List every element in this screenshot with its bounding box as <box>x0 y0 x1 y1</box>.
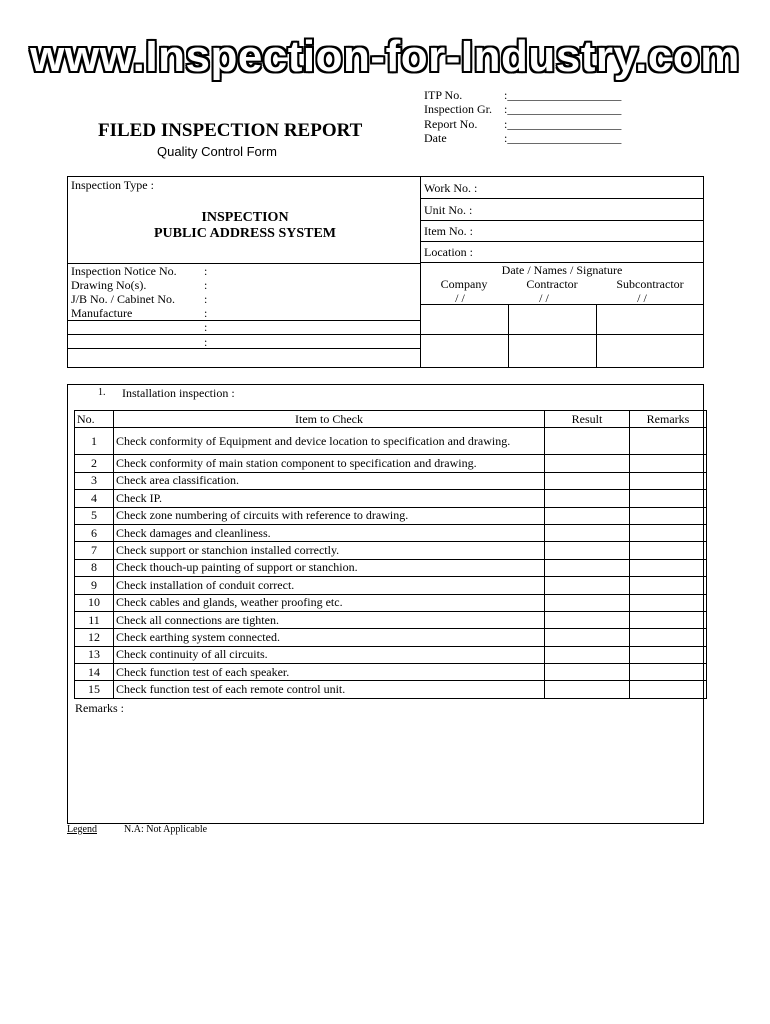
row-item: Check IP. <box>114 490 545 507</box>
meta-label: Report No. <box>424 116 478 131</box>
meta-itp-row <box>424 88 621 102</box>
inspection-subject: PUBLIC ADDRESS SYSTEM <box>153 226 337 241</box>
site-watermark: www.Inspection-for-Industry.com <box>30 32 740 81</box>
row-result-cell[interactable] <box>545 646 630 663</box>
checklist-row <box>75 681 707 698</box>
meta-label: Date <box>424 130 447 145</box>
row-remarks-cell[interactable] <box>630 594 707 611</box>
meta-label: ITP No. <box>424 88 463 102</box>
jb-no-field[interactable]: : <box>204 292 208 306</box>
row-item: Check area classification. <box>114 472 545 489</box>
manufacture-field[interactable]: : <box>204 306 208 320</box>
row-result-cell[interactable] <box>545 629 630 646</box>
row-remarks-cell[interactable] <box>630 428 707 455</box>
row-result-cell[interactable] <box>545 542 630 559</box>
row-no: 5 <box>75 507 114 524</box>
date-field[interactable]: :___________________ <box>504 130 622 145</box>
checklist-row <box>75 559 707 576</box>
row-no: 14 <box>75 664 114 681</box>
row-result-cell[interactable] <box>545 428 630 455</box>
row-result-cell[interactable] <box>545 507 630 524</box>
col-remarks-header: Remarks <box>630 411 707 428</box>
checklist-row <box>75 455 707 472</box>
jb-no-label: J/B No. / Cabinet No. <box>71 292 175 306</box>
col-item-header: Item to Check <box>114 411 545 428</box>
unit-no-field[interactable]: Unit No. : <box>424 203 473 217</box>
divider <box>67 348 420 349</box>
row-item: Check zone numbering of circuits with reference to drawing. <box>114 507 545 524</box>
checklist-table <box>74 410 707 699</box>
row-no: 10 <box>75 594 114 611</box>
row-result-cell[interactable] <box>545 594 630 611</box>
page-title: FILED INSPECTION REPORT <box>98 120 363 141</box>
checklist-row <box>75 629 707 646</box>
row-item: Check thouch-up painting of support or stanchion. <box>114 559 545 576</box>
checklist-row <box>75 611 707 628</box>
row-item: Check support or stanchion installed correctly. <box>114 542 545 559</box>
meta-gr-row <box>424 102 621 116</box>
itp-no-field[interactable]: :___________________ <box>504 88 622 102</box>
subcontractor-date-field[interactable]: / / <box>637 291 647 305</box>
row-item: Check cables and glands, weather proofing etc. <box>114 594 545 611</box>
notice-no-field[interactable]: : <box>204 264 208 278</box>
row-item: Check earthing system connected. <box>114 629 545 646</box>
row-no: 3 <box>75 472 114 489</box>
row-remarks-cell[interactable] <box>630 664 707 681</box>
row-item: Check conformity of Equipment and device location to specification and drawing. <box>114 428 545 455</box>
divider <box>596 304 597 368</box>
meta-date-row <box>424 131 621 145</box>
row-remarks-cell[interactable] <box>630 490 707 507</box>
row-no: 13 <box>75 646 114 663</box>
row-no: 1 <box>75 428 114 455</box>
inspection-heading: INSPECTION <box>201 210 289 225</box>
row-no: 2 <box>75 455 114 472</box>
row-no: 15 <box>75 681 114 698</box>
checklist-row <box>75 646 707 663</box>
checklist-row <box>75 428 707 455</box>
section-title: Installation inspection : <box>122 386 235 400</box>
row-remarks-cell[interactable] <box>630 455 707 472</box>
row-no: 4 <box>75 490 114 507</box>
company-date-field[interactable]: / / <box>455 291 465 305</box>
row-remarks-cell[interactable] <box>630 542 707 559</box>
contractor-label: Contractor <box>526 277 578 291</box>
location-field[interactable]: Location : <box>424 245 473 259</box>
subcontractor-label: Subcontractor <box>616 277 684 291</box>
row-result-cell[interactable] <box>545 490 630 507</box>
legend-label: Legend <box>67 824 97 835</box>
col-result-header: Result <box>545 411 630 428</box>
checklist-row <box>75 490 707 507</box>
notice-no-label: Inspection Notice No. <box>71 264 177 278</box>
col-no-header: No. <box>75 411 114 428</box>
row-result-cell[interactable] <box>545 559 630 576</box>
row-item: Check function test of each remote control unit. <box>114 681 545 698</box>
row-remarks-cell[interactable] <box>630 611 707 628</box>
checklist-row <box>75 472 707 489</box>
row-item: Check function test of each speaker. <box>114 664 545 681</box>
inspection-type-label: Inspection Type : <box>71 178 154 192</box>
checklist-row <box>75 664 707 681</box>
checklist-row <box>75 577 707 594</box>
row-result-cell[interactable] <box>545 524 630 541</box>
manufacture-label: Manufacture <box>71 306 133 320</box>
divider <box>420 220 704 221</box>
row-remarks-cell[interactable] <box>630 681 707 698</box>
company-label: Company <box>440 277 488 291</box>
divider <box>420 241 704 242</box>
row-remarks-cell[interactable] <box>630 629 707 646</box>
row-remarks-cell[interactable] <box>630 577 707 594</box>
row-no: 9 <box>75 577 114 594</box>
row-result-cell[interactable] <box>545 681 630 698</box>
row-remarks-cell[interactable] <box>630 559 707 576</box>
contractor-date-field[interactable]: / / <box>539 291 549 305</box>
remarks-area[interactable] <box>70 716 700 820</box>
meta-report-row <box>424 117 621 131</box>
checklist-row <box>75 507 707 524</box>
row-remarks-cell[interactable] <box>630 646 707 663</box>
divider <box>420 334 704 335</box>
row-remarks-cell[interactable] <box>630 507 707 524</box>
inspection-gr-field[interactable]: :___________________ <box>504 102 622 117</box>
extra-field[interactable]: : <box>204 335 208 349</box>
row-item: Check conformity of main station component to specification and drawing. <box>114 455 545 472</box>
checklist-row <box>75 524 707 541</box>
row-no: 11 <box>75 611 114 628</box>
row-item: Check all connections are tighten. <box>114 611 545 628</box>
extra-field[interactable]: : <box>204 320 208 334</box>
section-number: 1. <box>98 387 106 398</box>
row-result-cell[interactable] <box>545 577 630 594</box>
report-meta <box>424 88 621 145</box>
checklist-row <box>75 542 707 559</box>
row-no: 8 <box>75 559 114 576</box>
drawing-no-field[interactable]: : <box>204 278 208 292</box>
date-names-signature-label: Date / Names / Signature <box>501 263 623 277</box>
row-item: Check installation of conduit correct. <box>114 577 545 594</box>
divider <box>67 334 420 335</box>
divider <box>420 198 704 199</box>
divider <box>508 304 509 368</box>
row-result-cell[interactable] <box>545 472 630 489</box>
row-no: 12 <box>75 629 114 646</box>
row-no: 7 <box>75 542 114 559</box>
drawing-no-label: Drawing No(s). <box>71 278 147 292</box>
row-result-cell[interactable] <box>545 455 630 472</box>
row-result-cell[interactable] <box>545 611 630 628</box>
checklist-row <box>75 594 707 611</box>
legend-text: N.A: Not Applicable <box>124 824 208 835</box>
item-no-field[interactable]: Item No. : <box>424 224 473 238</box>
row-item: Check continuity of all circuits. <box>114 646 545 663</box>
report-no-field[interactable]: :___________________ <box>504 116 622 131</box>
row-remarks-cell[interactable] <box>630 472 707 489</box>
meta-label: Inspection Gr. <box>424 102 492 117</box>
row-result-cell[interactable] <box>545 664 630 681</box>
row-no: 6 <box>75 524 114 541</box>
checklist-header-row <box>75 411 707 428</box>
row-item: Check damages and cleanliness. <box>114 524 545 541</box>
remarks-label: Remarks : <box>75 701 124 715</box>
work-no-field[interactable]: Work No. : <box>424 181 478 195</box>
page-subtitle: Quality Control Form <box>157 144 277 159</box>
row-remarks-cell[interactable] <box>630 524 707 541</box>
